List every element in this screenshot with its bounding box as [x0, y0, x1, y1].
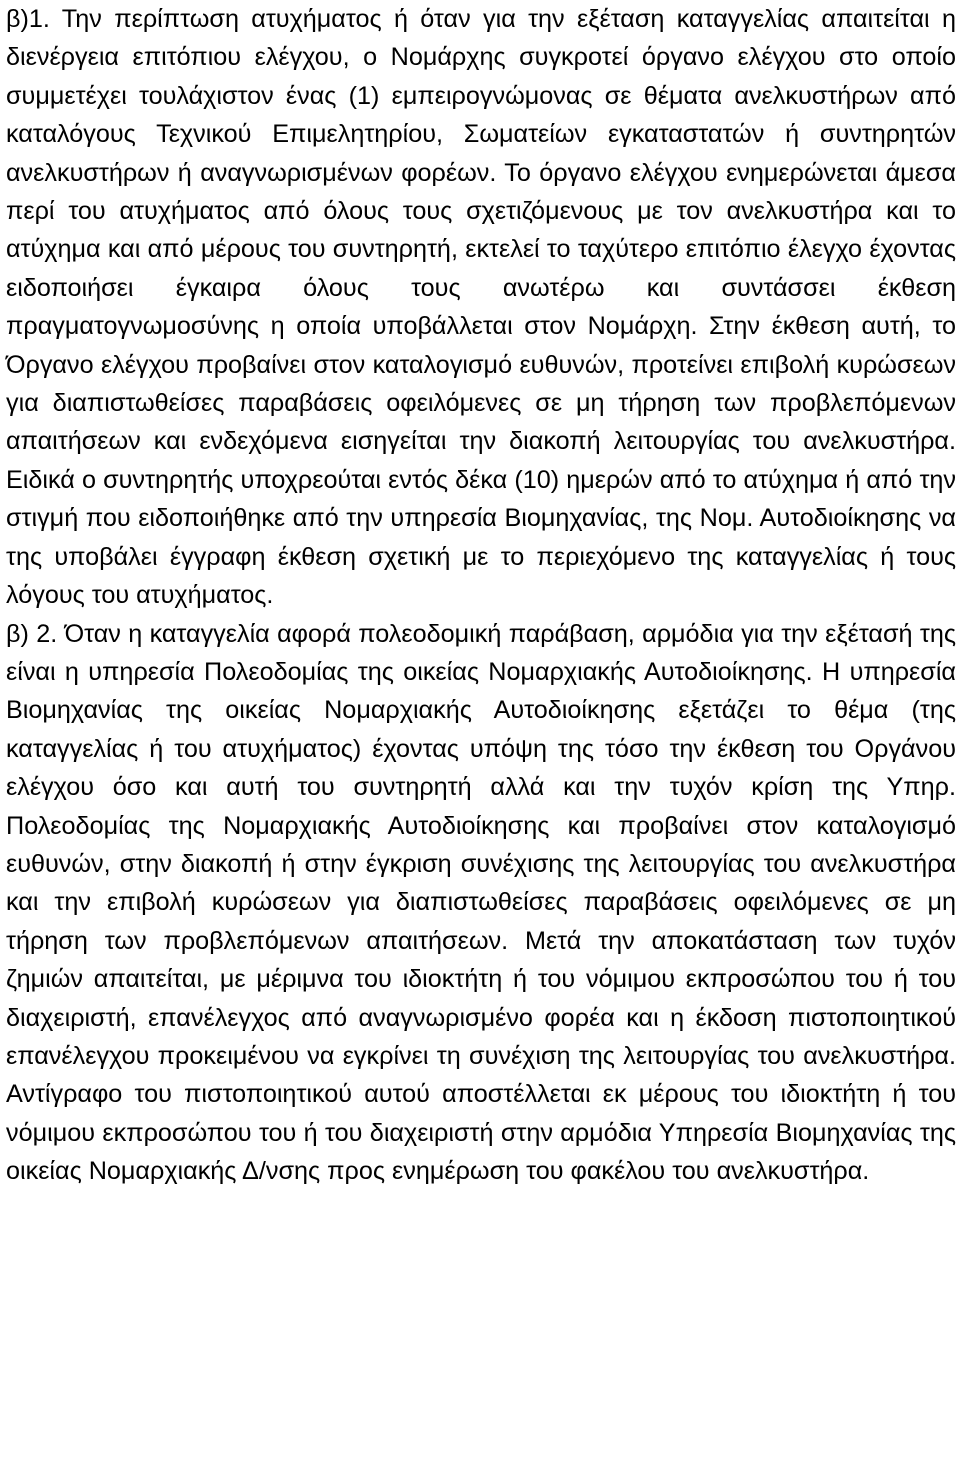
paragraph-b2: β) 2. Όταν η καταγγελία αφορά πολεοδομική παράβαση, αρμόδια για την εξέτασή της είναι η υπηρεσία Πολεοδομίας της οικείας Νομαρχιακής Αυτοδιοίκησης. Η υπηρεσία Βιομηχανίας της οικείας Νομαρχιακής Αυτοδιοίκησης εξετάζει το θέμα (της καταγγελίας ή του ατυχήματος) έχοντας υπόψη της τόσο την έκθεση του Οργάνου ελέγχου όσο και αυτή του συντηρητή αλλά και την τυχόν κρίση της Υπηρ. Πολεοδομίας της Νομαρχιακής Αυτοδιοίκησης και προβαίνει στον καταλογισμό ευθυνών, στην διακοπή ή στην έγκριση συνέχισης της λειτουργίας του ανελκυστήρα και την επιβολή κυρώσεων για διαπιστωθείσες παραβάσεις οφειλόμενες σε μη τήρηση των προβλεπόμενων απαιτήσεων. Μετά την αποκατάσταση των τυχόν ζημιών απαιτείται, με μέριμνα του ιδιοκτήτη ή του νόμιμου εκπροσώπου του ή του διαχειριστή, επανέλεγχος από αναγνωρισμένο φορέα και η έκδοση πιστοποιητικού επανέλεγχου προκειμένου να εγκρίνει τη συνέχιση της λειτουργίας του ανελκυστήρα. Αντίγραφο του πιστοποιητικού αυτού αποστέλλεται εκ μέρους του ιδιοκτήτη ή του νόμιμου εκπροσώπου του ή του διαχειριστή στην αρμόδια Υπηρεσία Βιομηχανίας της οικείας Νομαρχιακής Δ/νσης προς ενημέρωση του φακέλου του ανελκυστήρα. — [6, 619, 956, 1186]
paragraph-b1: β)1. Την περίπτωση ατυχήματος ή όταν για την εξέταση καταγγελίας απαιτείται η διενέργεια επιτόπιου ελέγχου, ο Νομάρχης συγκροτεί όργανο ελέγχου στο οποίο συμμετέχει τουλάχιστον ένας (1) εμπειρογνώμονας σε θέματα ανελκυστήρων από καταλόγους Τεχνικού Επιμελητηρίου, Σωματείων εγκαταστατών ή συντηρητών ανελκυστήρων ή αναγνωρισμένων φορέων. Το όργανο ελέγχου ενημερώνεται άμεσα περί του ατυχήματος από όλους τους σχετιζόμενους με τον ανελκυστήρα και το ατύχημα και από μέρους του συντηρητή, εκτελεί το ταχύτερο επιτόπιο έλεγχο έχοντας ειδοποιήσει έγκαιρα όλους τους ανωτέρω και συντάσσει έκθεση πραγματογνωμοσύνης η οποία υποβάλλεται στον Νομάρχη. Στην έκθεση αυτή, το Όργανο ελέγχου προβαίνει στον καταλογισμό ευθυνών, προτείνει επιβολή κυρώσεων για διαπιστωθείσες παραβάσεις οφειλόμενες σε μη τήρηση των προβλεπόμενων απαιτήσεων και ενδεχόμενα εισηγείται την διακοπή λειτουργίας του ανελκυστήρα. Ειδικά ο συντηρητής υποχρεούται εντός δέκα (10) ημερών από το ατύχημα ή από την στιγμή που ειδοποιήθηκε από την υπηρεσία Βιομηχανίας, της Νομ. Αυτοδιοίκησης να της υποβάλει έγγραφη έκθεση σχετική με το περιεχόμενο της καταγγελίας ή τους λόγους του ατυχήματος. — [6, 5, 956, 610]
